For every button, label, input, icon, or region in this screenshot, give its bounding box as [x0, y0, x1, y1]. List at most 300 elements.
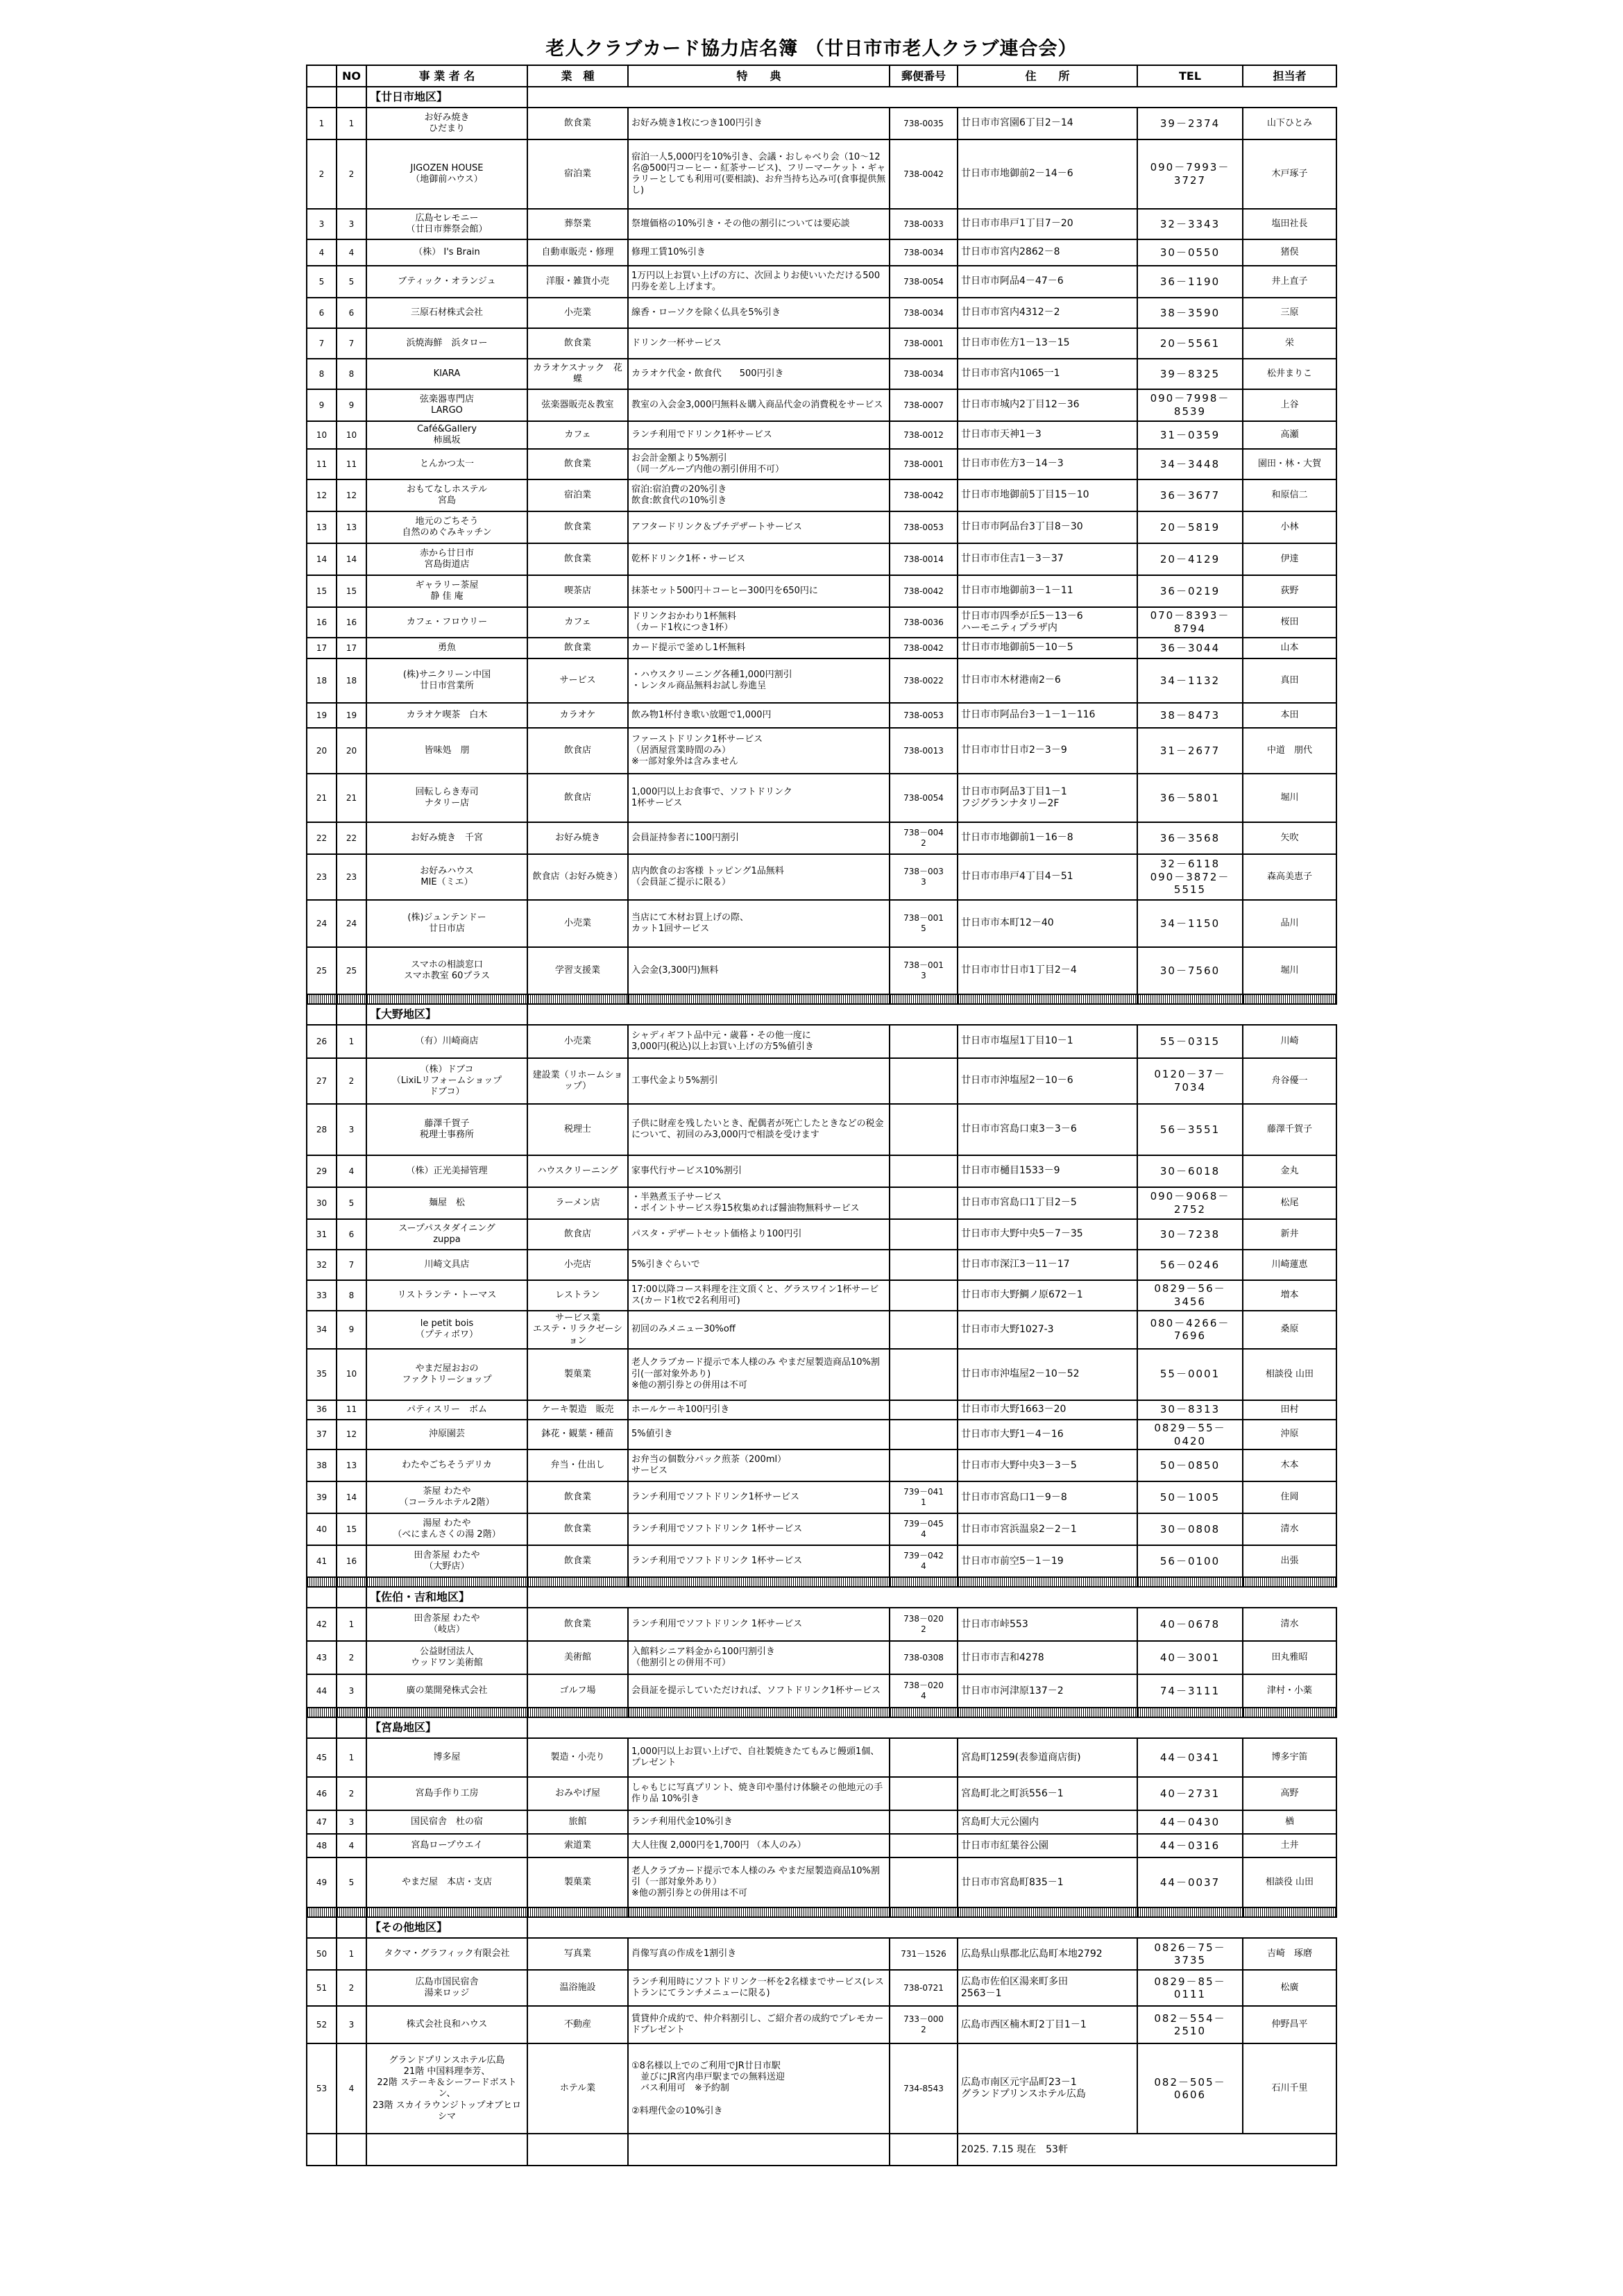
local-number-cell: 1	[337, 1938, 366, 1970]
address-cell: 廿日市市天神1－3	[958, 421, 1137, 449]
telephone-cell: 20－5561	[1137, 328, 1243, 359]
address-cell: 宮島町大元公園内	[958, 1810, 1137, 1834]
industry-cell: 小売業	[527, 298, 628, 328]
benefit-cell: 老人クラブカード提示で本人様のみ やまだ屋製造商品10%割引(一部対象外あり) ※他の割引券との併用は不可	[628, 1349, 890, 1400]
divider-cell	[958, 1708, 1137, 1717]
business-name-cell: パティスリー ボム	[366, 1400, 527, 1420]
address-cell: 廿日市市塩屋1丁目10－1	[958, 1025, 1137, 1058]
business-name-cell: 回転しらき寿司 ナタリー店	[366, 774, 527, 822]
divider-cell	[958, 1907, 1137, 1917]
industry-cell: 写真業	[527, 1938, 628, 1970]
local-number-cell: 1	[337, 108, 366, 139]
local-number-cell: 15	[337, 1513, 366, 1545]
business-name-cell: 田舎茶屋 わたや （大野店）	[366, 1545, 527, 1577]
benefit-cell: 宿泊:宿泊費の20%引き 飲食:飲食代の10%引き	[628, 479, 890, 511]
benefit-cell: 賃貸仲介成約で、仲介料割引し、ご紹介者の成約でプレモカードプレゼント	[628, 2006, 890, 2043]
local-number-cell: 3	[337, 1810, 366, 1834]
business-name-cell: おもてなしホステル 宮島	[366, 479, 527, 511]
section-label: 【廿日市地区】	[366, 87, 527, 108]
row-number-cell: 28	[307, 1104, 337, 1155]
benefit-cell: カード提示で釜めし1杯無料	[628, 638, 890, 658]
contact-person-cell: 田村	[1243, 1400, 1336, 1420]
business-name-cell: JIGOZEN HOUSE （地御前ハウス）	[366, 139, 527, 209]
contact-person-cell: 栄	[1243, 328, 1336, 359]
row-number-cell: 34	[307, 1311, 337, 1349]
benefit-cell: 5%値引き	[628, 1420, 890, 1450]
industry-cell: ハウスクリーニング	[527, 1155, 628, 1187]
telephone-cell: 36－0219	[1137, 575, 1243, 607]
local-number-cell: 2	[337, 1641, 366, 1674]
row-number-cell: 36	[307, 1400, 337, 1420]
telephone-cell: 082－554－2510	[1137, 2006, 1243, 2043]
table-row	[307, 266, 1336, 298]
divider-cell	[1137, 1577, 1243, 1587]
address-cell: 廿日市市地御前5丁目15－10	[958, 479, 1137, 511]
telephone-cell: 0829－56－3456	[1137, 1280, 1243, 1311]
business-name-cell: le petit bois （プティボワ）	[366, 1311, 527, 1349]
industry-cell: 索道業	[527, 1834, 628, 1857]
postal-code-cell	[890, 1155, 958, 1187]
row-number-cell: 43	[307, 1641, 337, 1674]
footer-blank-cell	[366, 2134, 527, 2166]
business-name-cell: （株） I's Brain	[366, 239, 527, 266]
telephone-cell: 090－7998－8539	[1137, 389, 1243, 421]
table-row	[307, 575, 1336, 607]
industry-cell: 飲食業	[527, 1481, 628, 1513]
contact-person-cell: 博多宇笛	[1243, 1738, 1336, 1777]
address-cell: 廿日市市宮園6丁目2－14	[958, 108, 1137, 139]
contact-person-cell: 出張	[1243, 1545, 1336, 1577]
telephone-cell: 40－3001	[1137, 1641, 1243, 1674]
business-name-cell: わたやごちそうデリカ	[366, 1449, 527, 1481]
contact-person-cell: 桑原	[1243, 1311, 1336, 1349]
local-number-cell: 4	[337, 1834, 366, 1857]
contact-person-cell: 田丸雅昭	[1243, 1641, 1336, 1674]
business-name-cell: 藤澤千賀子 税理士事務所	[366, 1104, 527, 1155]
local-number-cell: 12	[337, 1420, 366, 1450]
contact-person-cell: 松廣	[1243, 1970, 1336, 2006]
local-number-cell: 9	[337, 389, 366, 421]
benefit-cell: 当店にて木材お買上げの際、 カット1回サービス	[628, 900, 890, 947]
address-cell: 廿日市市宮島町835－1	[958, 1857, 1137, 1907]
business-name-cell: リストランテ・トーマス	[366, 1280, 527, 1311]
address-cell: 廿日市市宮島口1丁目2－5	[958, 1187, 1137, 1219]
industry-cell: 税理士	[527, 1104, 628, 1155]
divider-cell	[307, 1708, 337, 1717]
divider-cell	[1137, 1708, 1243, 1717]
footer-blank-cell	[890, 2134, 958, 2166]
postal-code-cell: 738－004 2	[890, 822, 958, 854]
business-name-cell: (株)ジュンテンドー 廿日市店	[366, 900, 527, 947]
row-number-cell: 4	[307, 239, 337, 266]
postal-code-cell	[890, 1777, 958, 1810]
table-row	[307, 1349, 1336, 1400]
postal-code-cell: 738－003 3	[890, 854, 958, 900]
industry-cell: 飲食業	[527, 1545, 628, 1577]
section-blank-cell	[337, 87, 366, 108]
industry-cell: カフェ	[527, 607, 628, 638]
business-name-cell: Café&Gallery 柿風坂	[366, 421, 527, 449]
address-cell: 広島市西区楠木町2丁目1－1	[958, 2006, 1137, 2043]
table-row	[307, 1187, 1336, 1219]
row-number-cell: 41	[307, 1545, 337, 1577]
business-name-cell: 勇魚	[366, 638, 527, 658]
table-row	[307, 2006, 1336, 2043]
row-number-cell: 3	[307, 209, 337, 239]
contact-person-cell: 山下ひとみ	[1243, 108, 1336, 139]
postal-code-cell: 739－041 1	[890, 1481, 958, 1513]
industry-cell: 葬祭業	[527, 209, 628, 239]
row-number-cell: 51	[307, 1970, 337, 2006]
table-row	[307, 1810, 1336, 1834]
local-number-cell: 13	[337, 1449, 366, 1481]
industry-cell: 温浴施設	[527, 1970, 628, 2006]
postal-code-cell: 733－000 2	[890, 2006, 958, 2043]
divider-cell	[337, 994, 366, 1004]
contact-person-cell: 上谷	[1243, 389, 1336, 421]
postal-code-cell: 738-0001	[890, 328, 958, 359]
benefit-cell: お会計金額より5%割引 （同一グループ内他の割引併用不可）	[628, 449, 890, 479]
address-cell: 広島市佐伯区湯来町多田 2563－1	[958, 1970, 1137, 2006]
local-number-cell: 3	[337, 209, 366, 239]
telephone-cell: 32－3343	[1137, 209, 1243, 239]
local-number-cell: 5	[337, 1857, 366, 1907]
industry-cell: 飲食業	[527, 1608, 628, 1641]
contact-person-cell: 高野	[1243, 1777, 1336, 1810]
address-cell: 廿日市市阿品4－47－6	[958, 266, 1137, 298]
address-cell: 廿日市市木材港南2－6	[958, 658, 1137, 703]
address-cell: 廿日市市大野中央5－7－35	[958, 1219, 1137, 1250]
header-address: 住 所	[958, 65, 1137, 87]
postal-code-cell	[890, 1187, 958, 1219]
row-number-cell: 26	[307, 1025, 337, 1058]
table-row	[307, 1938, 1336, 1970]
industry-cell: 美術館	[527, 1641, 628, 1674]
benefit-cell: ランチ利用でドリンク1杯サービス	[628, 421, 890, 449]
address-cell: 廿日市市宮内1065一1	[958, 359, 1137, 389]
industry-cell: カラオケ	[527, 703, 628, 728]
postal-code-cell: 738-0007	[890, 389, 958, 421]
benefit-cell: カラオケ代金・飲食代 500円引き	[628, 359, 890, 389]
business-name-cell: 地元のごちそう 自然のめぐみキッチン	[366, 511, 527, 543]
benefit-cell: 老人クラブカード提示で本人様のみ やまだ屋製造商品10%割引（一部対象外あり） ※他の割引券との併用は不可	[628, 1857, 890, 1907]
benefit-cell: 飲み物1杯付き歌い放題で1,000円	[628, 703, 890, 728]
postal-code-cell	[890, 1810, 958, 1834]
contact-person-cell: 堀川	[1243, 947, 1336, 994]
table-row	[307, 1449, 1336, 1481]
section-header-row	[307, 87, 1336, 108]
telephone-cell: 74－3111	[1137, 1674, 1243, 1708]
table-row	[307, 854, 1336, 900]
contact-person-cell: 三原	[1243, 298, 1336, 328]
local-number-cell: 2	[337, 1777, 366, 1810]
telephone-cell: 39－2374	[1137, 108, 1243, 139]
table-row	[307, 389, 1336, 421]
benefit-cell: お弁当の個数分パック煎茶（200ml） サービス	[628, 1449, 890, 1481]
postal-code-cell	[890, 1834, 958, 1857]
row-number-cell: 5	[307, 266, 337, 298]
divider-cell	[1243, 1907, 1336, 1917]
page-title: 老人クラブカード協力店名簿 （廿日市市老人クラブ連合会）	[545, 38, 1078, 60]
address-cell: 廿日市市地御前1－16－8	[958, 822, 1137, 854]
telephone-cell: 30－6018	[1137, 1155, 1243, 1187]
row-number-cell: 2	[307, 139, 337, 209]
business-name-cell: 赤から廿日市 宮島街道店	[366, 543, 527, 575]
postal-code-cell: 738-0035	[890, 108, 958, 139]
benefit-cell: ランチ利用代金10%引き	[628, 1810, 890, 1834]
address-cell: 廿日市市大野1663－20	[958, 1400, 1137, 1420]
industry-cell: 飲食業	[527, 108, 628, 139]
contact-person-cell: 中道 朋代	[1243, 728, 1336, 774]
divider-cell	[1137, 994, 1243, 1004]
contact-person-cell: 園田・林・大賀	[1243, 449, 1336, 479]
industry-cell: 製菓業	[527, 1349, 628, 1400]
local-number-cell: 1	[337, 1738, 366, 1777]
industry-cell: 飲食店	[527, 728, 628, 774]
footer-row	[307, 2134, 1336, 2166]
benefit-cell: アフタードリンク＆プチデザートサービス	[628, 511, 890, 543]
address-cell: 廿日市市大野中央3－3－5	[958, 1449, 1137, 1481]
row-number-cell: 19	[307, 703, 337, 728]
section-filler	[527, 1004, 1336, 1025]
postal-code-cell: 738-0033	[890, 209, 958, 239]
row-number-cell: 17	[307, 638, 337, 658]
contact-person-cell: 清水	[1243, 1513, 1336, 1545]
postal-code-cell	[890, 1104, 958, 1155]
contact-person-cell: 山本	[1243, 638, 1336, 658]
section-label: 【宮島地区】	[366, 1717, 527, 1738]
business-name-cell: カフェ・フロウリー	[366, 607, 527, 638]
telephone-cell: 30－7560	[1137, 947, 1243, 994]
postal-code-cell: 738-0721	[890, 1970, 958, 2006]
contact-person-cell: 品川	[1243, 900, 1336, 947]
industry-cell: 宿泊業	[527, 479, 628, 511]
local-number-cell: 9	[337, 1311, 366, 1349]
row-number-cell: 38	[307, 1449, 337, 1481]
business-name-cell: 田舎茶屋 わたや （岐店）	[366, 1608, 527, 1641]
benefit-cell: 家事代行サービス10%割引	[628, 1155, 890, 1187]
table-row	[307, 298, 1336, 328]
telephone-cell: 55－0001	[1137, 1349, 1243, 1400]
business-name-cell: ギャラリー茶屋 静 佳 庵	[366, 575, 527, 607]
local-number-cell: 7	[337, 328, 366, 359]
benefit-cell: ランチ利用でソフトドリンク1杯サービス	[628, 1481, 890, 1513]
contact-person-cell: 荻野	[1243, 575, 1336, 607]
divider-cell	[628, 1708, 890, 1717]
contact-person-cell: 川崎	[1243, 1025, 1336, 1058]
industry-cell: 小売業	[527, 900, 628, 947]
industry-cell: 飲食業	[527, 511, 628, 543]
header-zip: 郵便番号	[890, 65, 958, 87]
contact-person-cell: 吉崎 琢磨	[1243, 1938, 1336, 1970]
benefit-cell: 入館料シニア料金から100円割引き （他割引との併用不可）	[628, 1641, 890, 1674]
section-divider	[307, 1907, 1336, 1917]
contact-person-cell: 清水	[1243, 1608, 1336, 1641]
benefit-cell: 子供に財産を残したいとき、配偶者が死亡したときなどの税金について、初回のみ3,000円で相談を受けます	[628, 1104, 890, 1155]
industry-cell: カフェ	[527, 421, 628, 449]
industry-cell: お好み焼き	[527, 822, 628, 854]
business-name-cell: 株式会社良和ハウス	[366, 2006, 527, 2043]
benefit-cell: 1,000円以上お食事で、ソフトドリンク 1杯サービス	[628, 774, 890, 822]
industry-cell: 弁当・仕出し	[527, 1449, 628, 1481]
member-store-table	[306, 65, 1337, 2166]
divider-cell	[1243, 994, 1336, 1004]
row-number-cell: 35	[307, 1349, 337, 1400]
business-name-cell: ブティック・オランジュ	[366, 266, 527, 298]
postal-code-cell: 738-0054	[890, 774, 958, 822]
telephone-cell: 082－505－0606	[1137, 2043, 1243, 2134]
address-cell: 廿日市市峠553	[958, 1608, 1137, 1641]
row-number-cell: 10	[307, 421, 337, 449]
table-row	[307, 328, 1336, 359]
address-cell: 廿日市市吉和4278	[958, 1641, 1137, 1674]
row-number-cell: 42	[307, 1608, 337, 1641]
postal-code-cell: 738－020 4	[890, 1674, 958, 1708]
local-number-cell: 24	[337, 900, 366, 947]
postal-code-cell: 738-0014	[890, 543, 958, 575]
row-number-cell: 46	[307, 1777, 337, 1810]
address-cell: 廿日市市本町12－40	[958, 900, 1137, 947]
industry-cell: 学習支援業	[527, 947, 628, 994]
industry-cell: 弦楽器販売＆教室	[527, 389, 628, 421]
row-number-cell: 15	[307, 575, 337, 607]
local-number-cell: 3	[337, 1104, 366, 1155]
contact-person-cell: 仲野昌平	[1243, 2006, 1336, 2043]
address-cell: 廿日市市宮内2862－8	[958, 239, 1137, 266]
local-number-cell: 19	[337, 703, 366, 728]
table-row	[307, 139, 1336, 209]
benefit-cell: 工事代金より5%割引	[628, 1058, 890, 1104]
table-row	[307, 1545, 1336, 1577]
postal-code-cell	[890, 1250, 958, 1280]
table-row	[307, 1058, 1336, 1104]
benefit-cell: ランチ利用でソフトドリンク 1杯サービス	[628, 1608, 890, 1641]
business-name-cell: お好み焼き ひだまり	[366, 108, 527, 139]
divider-cell	[527, 1907, 628, 1917]
benefit-cell: 宿泊一人5,000円を10%引き、会議・おしゃべり会（10～12名@500円コーヒー・紅茶サービス)、フリーマーケット・ギャラリーとしても利用可(要相談)、お弁当持ち込み可(食事提供無し)	[628, 139, 890, 209]
industry-cell: 飲食店	[527, 774, 628, 822]
section-label: 【大野地区】	[366, 1004, 527, 1025]
local-number-cell: 16	[337, 607, 366, 638]
divider-cell	[307, 1907, 337, 1917]
telephone-cell: 36－1190	[1137, 266, 1243, 298]
benefit-cell: ランチ利用時にソフトドリンク一杯を2名様までサービス(レストランにてランチメニューに限る)	[628, 1970, 890, 2006]
telephone-cell: 090－7993－3727	[1137, 139, 1243, 209]
postal-code-cell: 731－1526	[890, 1938, 958, 1970]
row-number-cell: 29	[307, 1155, 337, 1187]
contact-person-cell: 土井	[1243, 1834, 1336, 1857]
local-number-cell: 3	[337, 1674, 366, 1708]
table-row	[307, 607, 1336, 638]
local-number-cell: 7	[337, 1250, 366, 1280]
benefit-cell: ホールケーキ100円引き	[628, 1400, 890, 1420]
telephone-cell: 31－0359	[1137, 421, 1243, 449]
postal-code-cell: 738-0034	[890, 359, 958, 389]
row-number-cell: 44	[307, 1674, 337, 1708]
contact-person-cell: 木本	[1243, 1449, 1336, 1481]
industry-cell: 飲食業	[527, 543, 628, 575]
telephone-cell: 34－1132	[1137, 658, 1243, 703]
local-number-cell: 20	[337, 728, 366, 774]
benefit-cell: しゃもじに写真プリント、焼き印や墨付け体験その他地元の手作り品 10%引き	[628, 1777, 890, 1810]
industry-cell: 飲食業	[527, 1513, 628, 1545]
table-row	[307, 1857, 1336, 1907]
table-row	[307, 449, 1336, 479]
local-number-cell: 10	[337, 421, 366, 449]
table-row	[307, 822, 1336, 854]
telephone-cell: 56－0246	[1137, 1250, 1243, 1280]
business-name-cell: (株)サニクリーン中国 廿日市営業所	[366, 658, 527, 703]
benefit-cell: ・ハウスクリーニング各種1,000円割引 ・レンタル商品無料お試し券進呈	[628, 658, 890, 703]
divider-cell	[628, 994, 890, 1004]
industry-cell: 洋服・雑貨小売	[527, 266, 628, 298]
address-cell: 廿日市市河津原137－2	[958, 1674, 1137, 1708]
divider-cell	[307, 994, 337, 1004]
address-cell: 廿日市市宮浜温泉2－2－1	[958, 1513, 1137, 1545]
table-row	[307, 1311, 1336, 1349]
address-cell: 廿日市市沖塩屋2－10－52	[958, 1349, 1137, 1400]
business-name-cell: 湯屋 わたや （べにまんさくの湯 2階）	[366, 1513, 527, 1545]
contact-person-cell: 松井まりこ	[1243, 359, 1336, 389]
contact-person-cell: 塩田社長	[1243, 209, 1336, 239]
section-label: 【その他地区】	[366, 1917, 527, 1938]
table-row	[307, 1834, 1336, 1857]
table-row	[307, 479, 1336, 511]
industry-cell: 鉢花・観葉・種苗	[527, 1420, 628, 1450]
local-number-cell: 25	[337, 947, 366, 994]
business-name-cell: 国民宿舎 杜の宿	[366, 1810, 527, 1834]
postal-code-cell: 739－045 4	[890, 1513, 958, 1545]
section-header-row	[307, 1917, 1336, 1938]
local-number-cell: 23	[337, 854, 366, 900]
divider-cell	[628, 1907, 890, 1917]
benefit-cell: 17:00以降コース料理を注文頂くと、グラスワイン1杯サービス(カード1枚で2名利用可)	[628, 1280, 890, 1311]
industry-cell: カラオケスナック 花蝶	[527, 359, 628, 389]
contact-person-cell: 真田	[1243, 658, 1336, 703]
address-cell: 廿日市市地御前3－1－11	[958, 575, 1137, 607]
address-cell: 廿日市市宮内4312－2	[958, 298, 1137, 328]
address-cell: 廿日市市宮島口東3－3－6	[958, 1104, 1137, 1155]
section-filler	[527, 87, 1336, 108]
postal-code-cell: 738-0013	[890, 728, 958, 774]
postal-code-cell: 734-8543	[890, 2043, 958, 2134]
section-blank-cell	[337, 1717, 366, 1738]
table-row	[307, 1641, 1336, 1674]
benefit-cell: 会員証持参者に100円割引	[628, 822, 890, 854]
section-divider	[307, 1577, 1336, 1587]
row-number-cell: 30	[307, 1187, 337, 1219]
address-cell: 廿日市市串戸4丁目4－51	[958, 854, 1137, 900]
contact-person-cell: 石川千里	[1243, 2043, 1336, 2134]
divider-cell	[958, 1577, 1137, 1587]
local-number-cell: 2	[337, 1058, 366, 1104]
contact-person-cell: 高瀬	[1243, 421, 1336, 449]
postal-code-cell: 738-0022	[890, 658, 958, 703]
local-number-cell: 6	[337, 1219, 366, 1250]
section-filler	[527, 1917, 1336, 1938]
postal-code-cell: 738-0053	[890, 511, 958, 543]
contact-person-cell: 金丸	[1243, 1155, 1336, 1187]
divider-cell	[890, 1708, 958, 1717]
section-divider	[307, 1708, 1336, 1717]
row-number-cell: 7	[307, 328, 337, 359]
postal-code-cell: 738-0042	[890, 139, 958, 209]
table-header	[307, 65, 1336, 87]
postal-code-cell	[890, 1857, 958, 1907]
telephone-cell: 50－0850	[1137, 1449, 1243, 1481]
business-name-cell: 弦楽器専門店 LARGO	[366, 389, 527, 421]
industry-cell: 製菓業	[527, 1857, 628, 1907]
